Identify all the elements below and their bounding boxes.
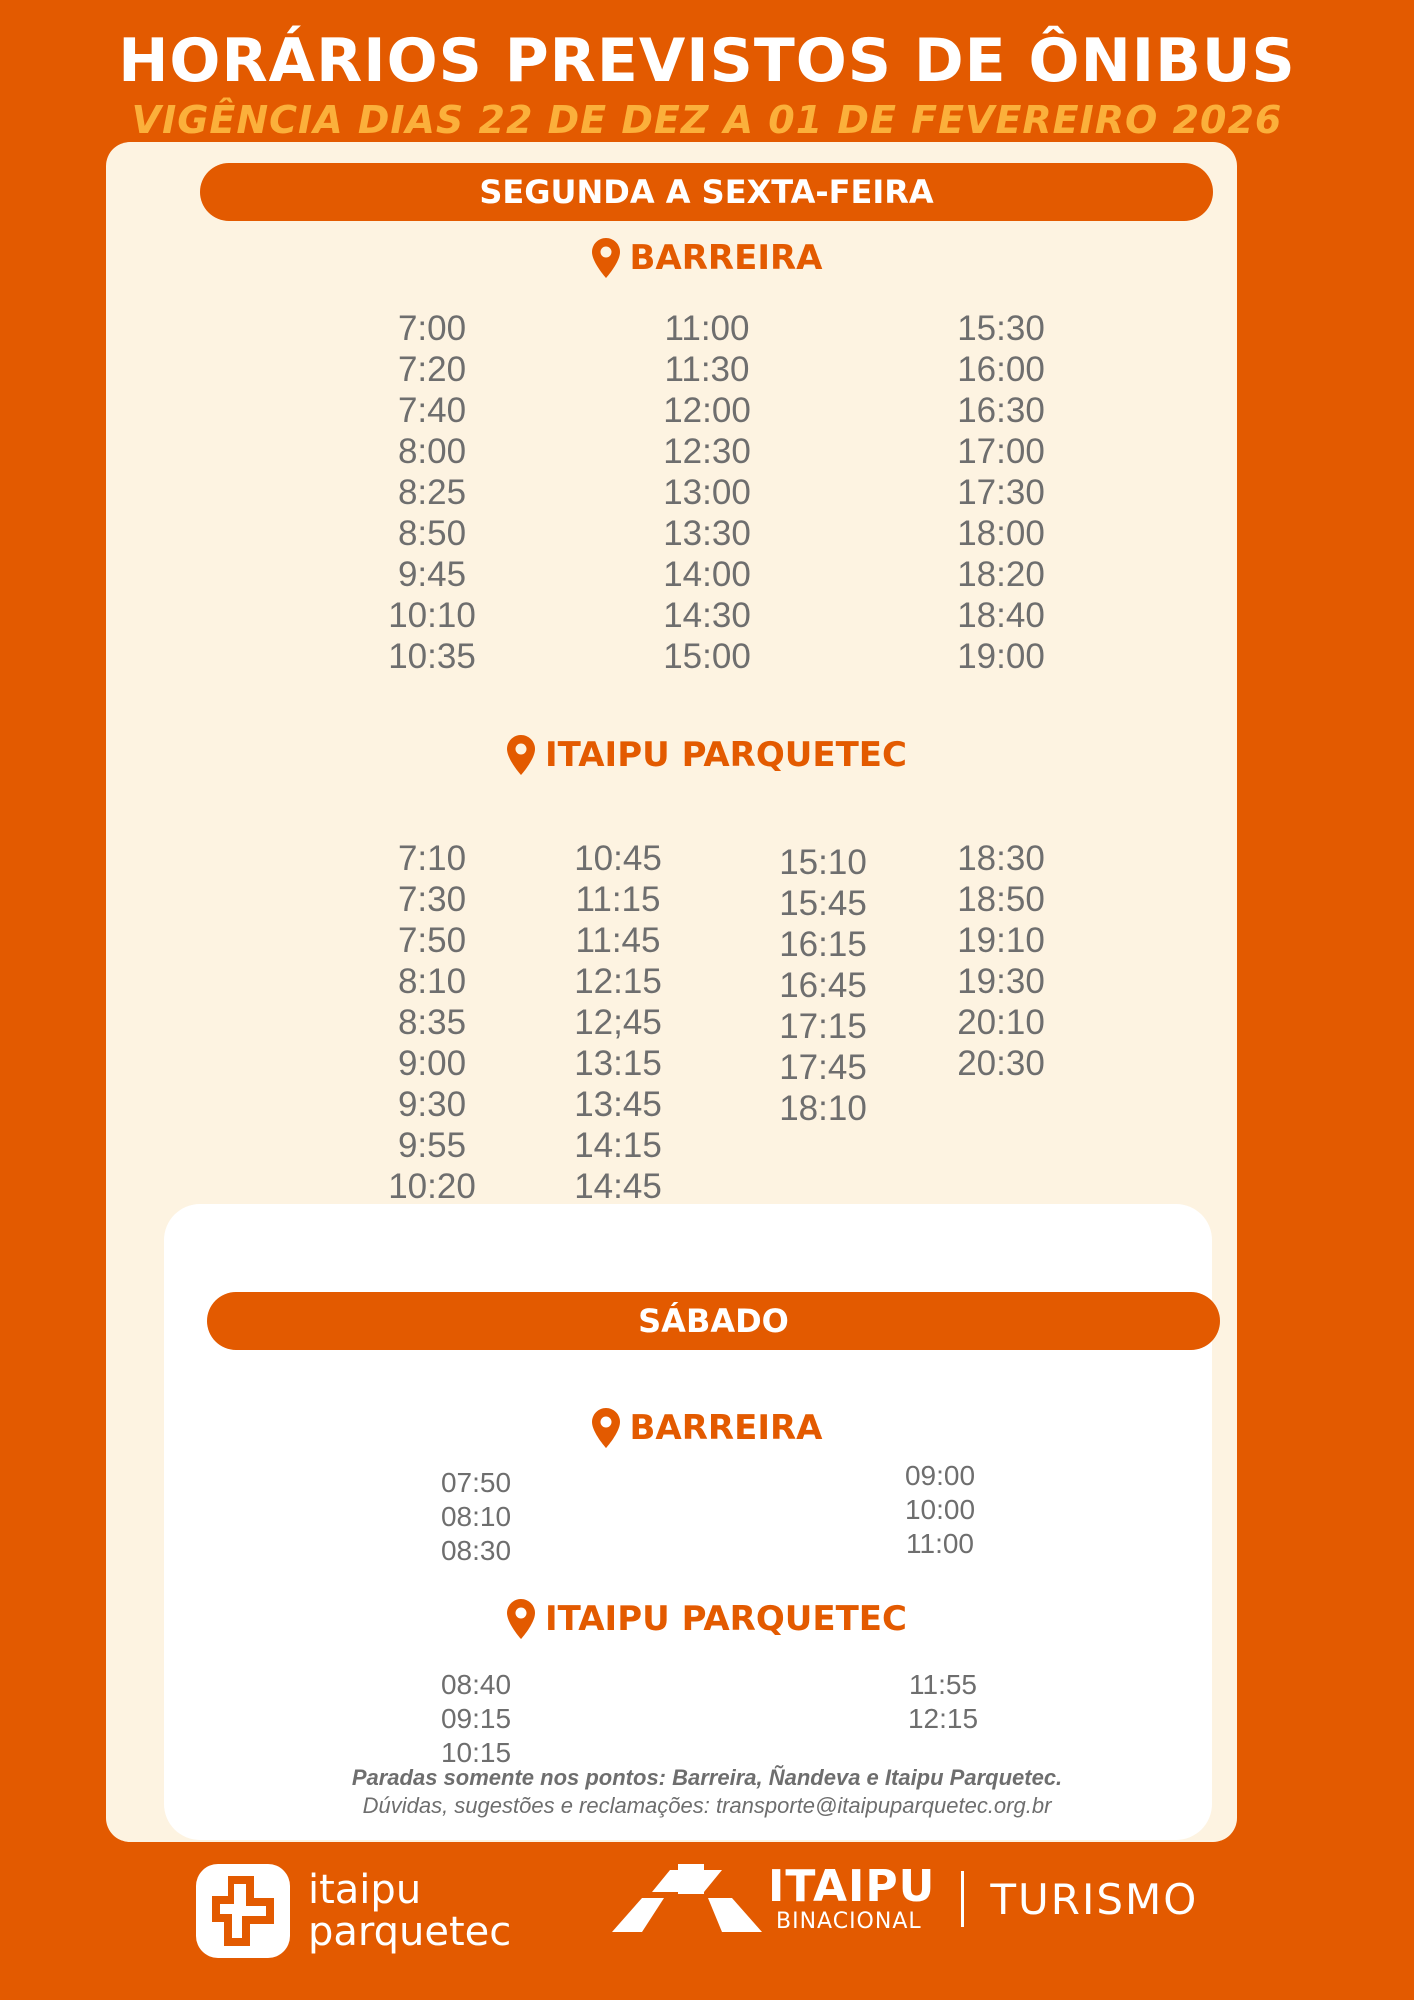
time-slot: 16:30	[957, 391, 1045, 430]
time-slot: 11:15	[575, 880, 661, 919]
time-slot: 14:30	[663, 596, 751, 635]
location-pin-icon	[507, 735, 535, 775]
time-slot: 08:30	[440, 1535, 512, 1566]
time-slot: 8:00	[397, 432, 467, 471]
time-slot: 10:10	[388, 596, 476, 635]
stop-barreira-saturday	[0, 1408, 1414, 1448]
itaipu-binacional-logo	[612, 1862, 1198, 1936]
time-slot: 10:45	[574, 839, 662, 878]
time-slot: 11:45	[575, 921, 661, 960]
time-slot: 13:15	[574, 1044, 662, 1083]
time-slot: 8:10	[397, 962, 467, 1001]
logo-line-2: parquetec	[308, 1909, 512, 1955]
stop-parquetec-weekday	[0, 735, 1414, 775]
time-slot: 18:30	[957, 839, 1045, 878]
time-slot: 13:45	[574, 1085, 662, 1124]
time-slot: 17:15	[779, 1007, 867, 1046]
itaipu-wordmark: ITAIPU	[768, 1861, 936, 1912]
location-pin-icon	[592, 1408, 620, 1448]
time-slot: 8:25	[397, 473, 467, 512]
time-slot: 09:15	[440, 1703, 512, 1734]
time-slot: 7:10	[397, 839, 467, 878]
weekday-header: SEGUNDA A SEXTA-FEIRA	[200, 163, 1213, 221]
time-slot: 09:00	[904, 1460, 976, 1491]
time-slot: 07:50	[440, 1467, 512, 1498]
time-slot: 12:00	[663, 391, 751, 430]
time-slot: 7:20	[397, 350, 467, 389]
time-slot: 17:45	[779, 1048, 867, 1087]
time-slot: 7:00	[397, 309, 467, 348]
times-column	[926, 308, 1076, 677]
times-column	[543, 838, 693, 1207]
times-column	[416, 1466, 536, 1568]
time-slot: 13:00	[663, 473, 751, 512]
time-slot: 13:30	[663, 514, 751, 553]
time-slot: 17:30	[957, 473, 1045, 512]
stop-barreira-weekday	[0, 238, 1414, 278]
time-slot: 15:45	[779, 884, 867, 923]
time-slot: 10:15	[440, 1737, 512, 1768]
time-slot: 19:30	[957, 962, 1045, 1001]
stop-name: BARREIRA	[629, 238, 823, 278]
time-slot: 08:40	[440, 1669, 512, 1700]
itaipu-parquetec-logo	[194, 1862, 511, 1960]
stop-name: ITAIPU PARQUETEC	[545, 1599, 907, 1639]
contact-note: Dúvidas, sugestões e reclamações: transporte@itaipuparquetec.org.br	[362, 1793, 1052, 1818]
time-slot: 7:40	[397, 391, 467, 430]
time-slot: 10:35	[388, 637, 476, 676]
stops-note: Paradas somente nos pontos: Barreira, Ñandeva e Itaipu Parquetec.	[351, 1765, 1063, 1790]
time-slot: 19:10	[957, 921, 1045, 960]
time-slot: 12:15	[907, 1703, 979, 1734]
time-slot: 15:10	[779, 843, 867, 882]
time-slot: 19:00	[957, 637, 1045, 676]
time-slot: 7:50	[397, 921, 467, 960]
saturday-header: SÁBADO	[207, 1292, 1220, 1350]
time-slot: 16:45	[779, 966, 867, 1005]
time-slot: 15:30	[957, 309, 1045, 348]
stop-name: ITAIPU PARQUETEC	[545, 735, 907, 775]
time-slot: 11:00	[906, 1528, 974, 1559]
times-column	[416, 1668, 536, 1770]
time-slot: 16:15	[779, 925, 867, 964]
time-slot: 11:30	[664, 350, 750, 389]
time-slot: 18:20	[957, 555, 1045, 594]
page-title: HORÁRIOS PREVISTOS DE ÔNIBUS	[118, 26, 1296, 96]
time-slot: 15:00	[663, 637, 751, 676]
time-slot: 18:50	[957, 880, 1045, 919]
time-slot: 7:30	[397, 880, 467, 919]
itaipu-dam-icon	[612, 1862, 762, 1936]
binacional-wordmark: BINACIONAL	[776, 1909, 922, 1934]
location-pin-icon	[592, 238, 620, 278]
times-column	[880, 1459, 1000, 1561]
time-slot: 14:15	[574, 1126, 662, 1165]
time-slot: 9:45	[397, 555, 467, 594]
times-column	[748, 842, 898, 1129]
times-column	[883, 1668, 1003, 1736]
times-column	[357, 838, 507, 1207]
time-slot: 20:30	[957, 1044, 1045, 1083]
time-slot: 20:10	[957, 1003, 1045, 1042]
time-slot: 8:35	[397, 1003, 467, 1042]
validity-subtitle: VIGÊNCIA DIAS 22 DE DEZ A 01 DE FEVEREIRO 2026	[131, 98, 1283, 142]
logo-divider	[961, 1871, 964, 1927]
time-slot: 11:55	[909, 1669, 977, 1700]
time-slot: 16:00	[957, 350, 1045, 389]
time-slot: 18:00	[957, 514, 1045, 553]
time-slot: 18:40	[957, 596, 1045, 635]
time-slot: 9:55	[397, 1126, 467, 1165]
time-slot: 17:00	[957, 432, 1045, 471]
stop-parquetec-saturday	[0, 1599, 1414, 1639]
time-slot: 18:10	[779, 1089, 867, 1128]
time-slot: 14:45	[574, 1167, 662, 1206]
time-slot: 8:50	[397, 514, 467, 553]
turismo-wordmark: TURISMO	[990, 1874, 1199, 1924]
time-slot: 12:30	[663, 432, 751, 471]
time-slot: 10:00	[904, 1494, 976, 1525]
time-slot: 11:00	[664, 309, 750, 348]
times-column	[926, 838, 1076, 1084]
location-pin-icon	[507, 1599, 535, 1639]
time-slot: 10:20	[388, 1167, 476, 1206]
time-slot: 9:00	[397, 1044, 467, 1083]
logo-line-1: itaipu	[308, 1867, 422, 1913]
time-slot: 14:00	[663, 555, 751, 594]
stop-name: BARREIRA	[629, 1408, 823, 1448]
times-column	[632, 308, 782, 677]
time-slot: 12:15	[574, 962, 662, 1001]
times-column	[357, 308, 507, 677]
parquetec-mark-icon	[194, 1862, 292, 1960]
time-slot: 08:10	[440, 1501, 512, 1532]
time-slot: 9:30	[397, 1085, 467, 1124]
time-slot: 12;45	[574, 1003, 662, 1042]
